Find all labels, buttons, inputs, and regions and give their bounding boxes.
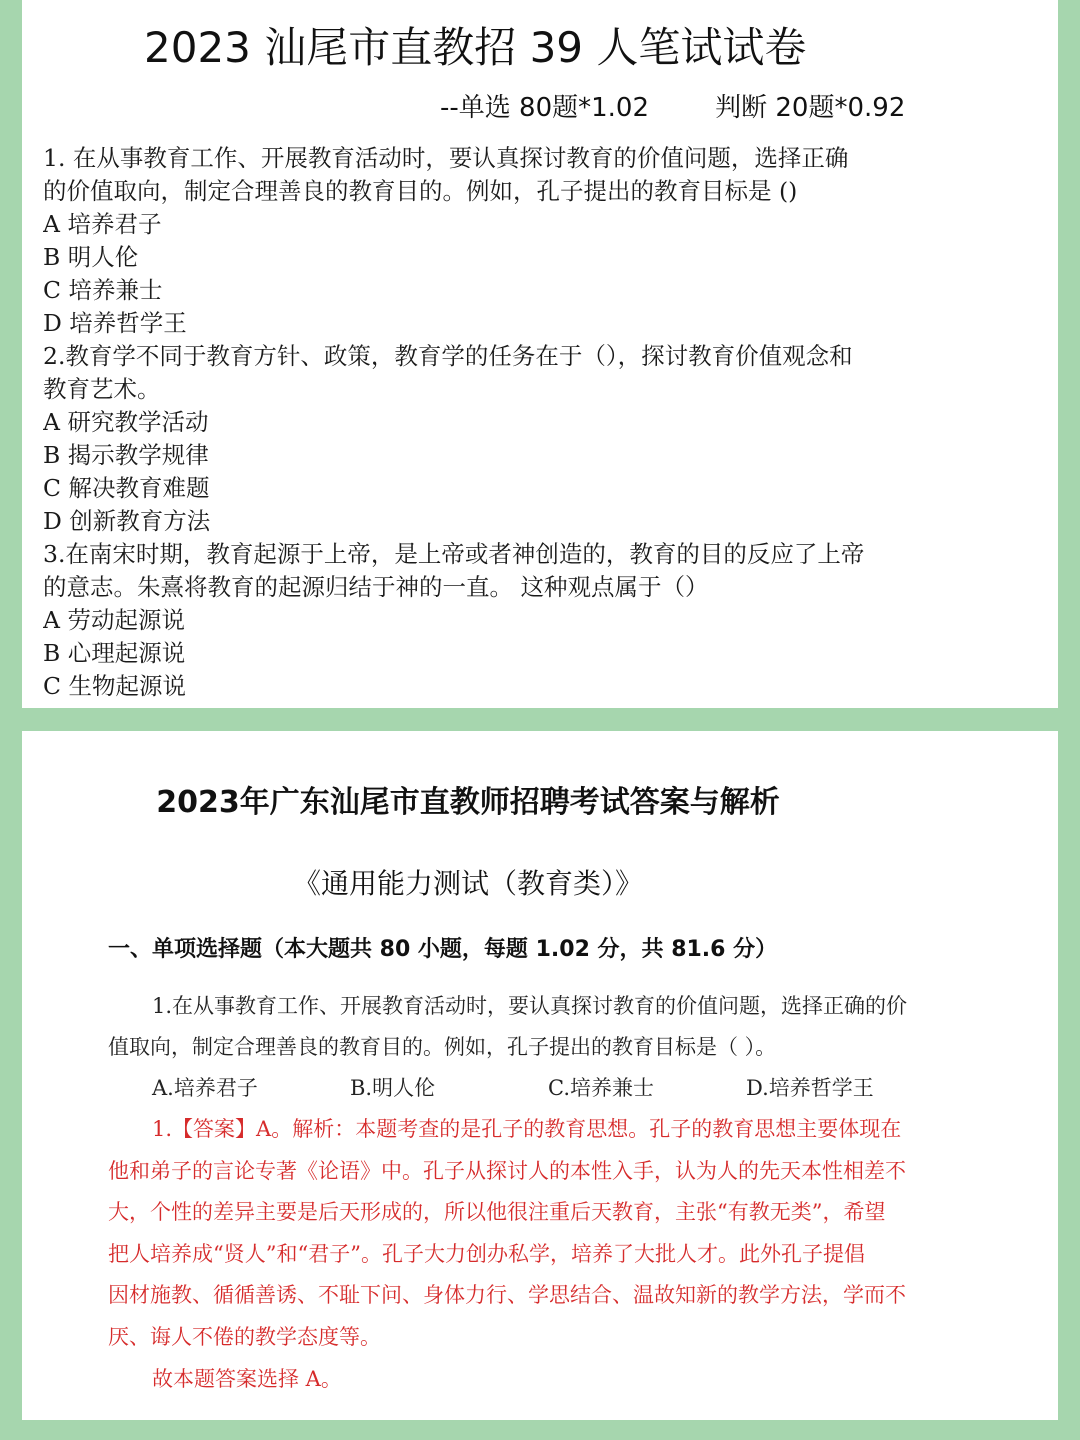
question-line: 1. 在从事教育工作、开展教育活动时，要认真探讨教育的价值问题，选择正确 <box>43 144 849 172</box>
option-d: D.培养哲学王 <box>746 1076 874 1100</box>
question-line: 教育艺术。 <box>43 375 161 403</box>
option-line: C 生物起源说 <box>43 672 186 700</box>
explanation-line: 厌、诲人不倦的教学态度等。 <box>108 1324 381 1349</box>
option-line: D 创新教育方法 <box>43 507 211 535</box>
answer-key-panel <box>22 731 1058 1420</box>
explanation-line: 把人培养成“贤人”和“君子”。孔子大力创办私学，培养了大批人才。此外孔子提倡 <box>108 1241 865 1266</box>
question-list <box>43 142 1043 703</box>
option-line: C 培养兼士 <box>43 276 163 304</box>
exam-paper-title: 2023 汕尾市直教招 39 人笔试试卷 <box>144 23 807 72</box>
explanation-line: 因材施教、循循善诱、不耻下问、身体力行、学思结合、温故知新的教学方法，学而不 <box>108 1283 906 1308</box>
answer-question <box>108 986 938 1068</box>
option-line: D 培养哲学王 <box>43 309 187 337</box>
exam-paper-subtitle: --单选 80题*1.02 判断 20题*0.92 <box>440 93 906 123</box>
explanation-line: 他和弟子的言论专著《论语》中。孔子从探讨人的本性入手，认为人的先天本性相差不 <box>108 1158 906 1183</box>
answer-key-subtitle: 《通用能力测试（教育类）》 <box>292 867 643 900</box>
option-line: A 培养君子 <box>43 210 162 238</box>
option-line: A 研究教学活动 <box>43 408 209 436</box>
question-line: 1.在从事教育工作、开展教育活动时，要认真探讨教育的价值问题，选择正确的价 <box>152 994 908 1018</box>
option-line: B 明人伦 <box>43 243 139 271</box>
question-line: 3.在南宋时期，教育起源于上帝，是上帝或者神创造的，教育的目的反应了上帝 <box>43 540 865 568</box>
answer-explanation <box>108 1109 948 1400</box>
answer-conclusion: 故本题答案选择 A。 <box>152 1366 342 1391</box>
section-heading: 一、单项选择题（本大题共 80 小题，每题 1.02 分，共 81.6 分） <box>108 937 778 962</box>
answer-options <box>152 1068 952 1109</box>
question-line: 的价值取向，制定合理善良的教育目的。例如，孔子提出的教育目标是 () <box>43 177 798 205</box>
option-line: B 心理起源说 <box>43 639 186 667</box>
option-line: A 劳动起源说 <box>43 606 185 634</box>
question-line: 2.教育学不同于教育方针、政策，教育学的任务在于（），探讨教育价值观念和 <box>43 342 853 370</box>
explanation-line: 1.【答案】A。解析：本题考查的是孔子的教育思想。孔子的教育思想主要体现在 <box>152 1117 902 1141</box>
option-line: B 揭示教学规律 <box>43 441 209 469</box>
option-b: B.明人伦 <box>350 1076 436 1100</box>
option-c: C.培养兼士 <box>548 1076 654 1100</box>
question-line: 值取向，制定合理善良的教育目的。例如，孔子提出的教育目标是（ ）。 <box>108 1035 777 1059</box>
explanation-line: 大，个性的差异主要是后天形成的，所以他很注重后天教育，主张“有教无类”，希望 <box>108 1200 886 1225</box>
question-line: 的意志。朱熹将教育的起源归结于神的一直。 这种观点属于（） <box>43 573 709 601</box>
option-a: A.培养君子 <box>152 1076 258 1100</box>
option-line: C 解决教育难题 <box>43 474 210 502</box>
answer-key-title: 2023年广东汕尾市直教师招聘考试答案与解析 <box>156 785 780 820</box>
exam-paper-panel <box>22 0 1058 708</box>
